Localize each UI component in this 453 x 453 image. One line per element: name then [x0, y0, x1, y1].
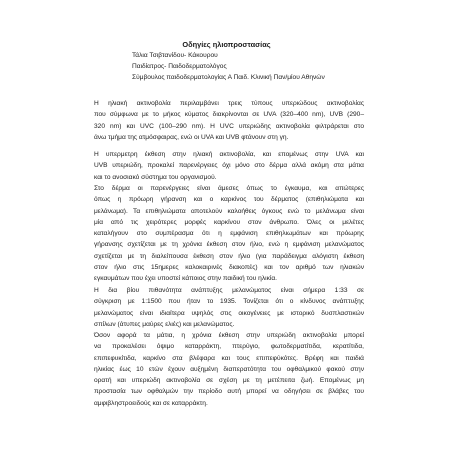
text-line: ορατή και υπεριώδη ακτινοβολία σε σχέση με τη μετέπειτα ζωή. Επομένως μη	[94, 377, 364, 385]
text-line: και το ανοσιακό σύστημα του οργανισμού.	[94, 173, 217, 181]
paragraph-skin-effects	[94, 183, 364, 285]
text-line: επιπεφυκίτιδα, καρκίνο στα βλέφαρα και τους επιπεφύκότες. Βρέφη και παιδιά	[94, 354, 364, 362]
paragraph-melanoma-risk	[94, 285, 364, 330]
paragraph-overexposure	[94, 149, 364, 183]
text-line: σπίλων (άτυπες μαύρες ελιές) και μελανώματος.	[94, 320, 235, 328]
text-line: σχετίζεται με τη διαλείπουσα έκθεση στον ήλιο (για παράδειγμα αλόγιστη έκθεση	[94, 252, 364, 260]
text-line: Όσον αφορά τα μάτια, η χρόνια έκθεση στην υπεριώδη ακτινοβολία μπορεί	[94, 332, 364, 339]
author-name: Τάλια Τσιβτανίδου- Κάκουρου	[132, 52, 218, 59]
text-line: εγκαυμάτων που έχει υποστεί κάποιος στην παιδική του ηλικία.	[94, 275, 277, 283]
text-line: στον ήλιο στις 15ημερες καλοκαιρινές διακοπές) και τον αριθμό των ηλιακών	[94, 264, 364, 272]
text-line: UVB υπεριώδη, προκαλεί παρενέργειες όχι μόνο στο δέρμα αλλά ακόμη στα μάτια	[94, 162, 364, 170]
text-line: μελάνωμα). Τα επιθηλιώματα αποτελούν καλοήθεις όγκους ενώ το μελάνωμα είναι	[94, 207, 364, 215]
text-line: προστασία των οφθαλμών την περίοδο αυτή μπορεί να οδηγήσει σε βλάβες του	[94, 388, 364, 396]
text-line: μελανώματος είναι ιδιαίτερα υψηλός στις οικογένειες με ιστορικό δυσπλαστικών	[94, 309, 364, 317]
text-line: που σύμφωνα με το μήκος κύματος διακρίνονται σε UVA (320–400 nm), UVB (290–	[94, 111, 364, 119]
text-line: Στο δέρμα οι παρενέργειες είναι άμεσες όπως το έγκαυμα, και απώτερες	[94, 185, 364, 192]
text-line: αμφιβληστροειδούς και σε καταρράκτη.	[94, 399, 208, 407]
author-affiliation: Σύμβουλος παιδοδερματολογίας Α Παιδ. Κλινική Παν/μίου Αθηνών	[132, 74, 325, 81]
text-line: μία από τις χειρότερες μορφές καρκίνου στον άνθρωπο. Όλες οι μελέτες	[94, 218, 364, 226]
text-line: Η υπερμετρη έκθεση στην ηλιακή ακτινοβολία, και επομένως στην UVA και	[94, 151, 364, 158]
text-line: να προκαλέσει όψιμο καταρράκτη, πτερύγιο, φωτοδερματίτιδα, κερατίτιδα,	[94, 343, 364, 351]
text-line: σύγκριση με 1:1500 που ήταν το 1935. Τονίζεται ότι ο κίνδυνος ανάπτυξης	[94, 298, 364, 306]
text-line: γήρανσης σχετίζεται με τη χρόνια έκθεση στον ήλιο, ενώ η εμφάνιση μελανώματος	[94, 241, 364, 249]
paragraph-uv-types	[94, 98, 364, 143]
author-title: Παιδίατρος- Παιδοδερματολόγος	[132, 63, 227, 70]
paragraph-eye-effects	[94, 330, 364, 409]
text-line: όπως η πρόωρη γήρανση και ο καρκίνος του δέρματος (επιθηλιώματα και	[94, 196, 364, 204]
text-line: 320 nm) και UVC (100–290 nm). Η UVC υπεριώδης ακτινοβολία φιλτράρεται στο	[94, 122, 364, 130]
text-line: άνω τμήμα της ατμόσφαιρας, ενώ οι UVA και UVB φτάνουν στη γη.	[94, 133, 289, 141]
text-line: Η δια βίου πιθανότητα ανάπτυξης μελανώματος είναι σήμερα 1:33 σε	[94, 287, 364, 294]
text-line: Η ηλιακή ακτινοβολία περιλαμβάνει τρεις τύπους υπεριώδους ακτινοβολίας	[94, 100, 364, 107]
text-line: καταλήγουν στο συμπέρασμα ότι η εμφάνιση επιθηλιωμάτων και πρόωρης	[94, 230, 364, 238]
text-line: ηλικίας έως 10 ετών έχουν αυξημένη διαπερατότητα του οφθαλμικού φακού στην	[94, 365, 364, 373]
document-title: Οδηγίες ηλιοπροστασίας	[182, 40, 271, 49]
